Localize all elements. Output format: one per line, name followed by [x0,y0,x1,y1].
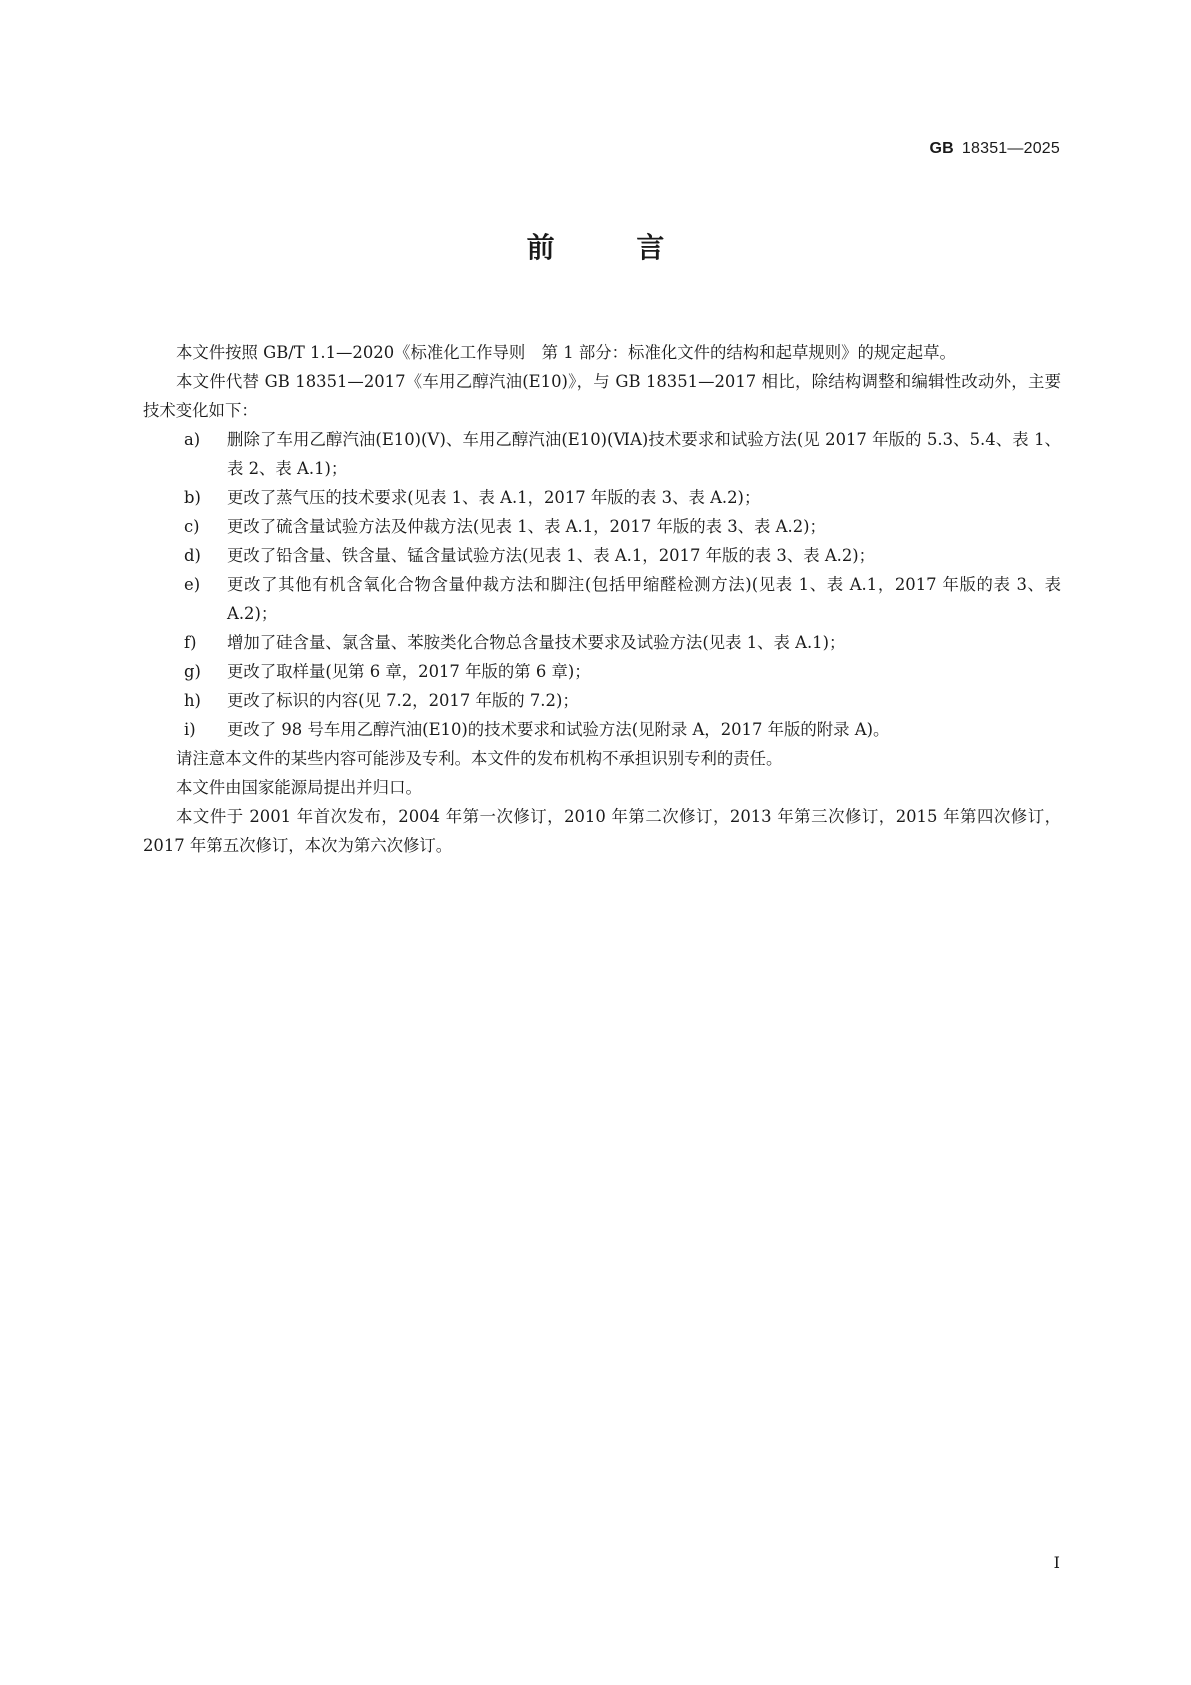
paragraph-patent-notice: 请注意本文件的某些内容可能涉及专利。本文件的发布机构不承担识别专利的责任。 [176,749,783,768]
change-item-marker: h) [184,691,201,710]
change-item-text: 更改了硫含量试验方法及仲裁方法(见表 1、表 A.1，2017 年版的表 3、表 A.2)； [227,517,826,536]
change-item-b [184,483,1061,512]
change-item-g [184,657,1061,686]
change-item-text: 更改了取样量(见第 6 章，2017 年版的第 6 章)； [227,662,591,681]
change-item-text: 增加了硅含量、氯含量、苯胺类化合物总含量技术要求及试验方法(见表 1、表 A.1)； [227,633,846,652]
change-item-marker: f) [184,633,197,652]
change-item-marker: g) [184,662,201,681]
change-item-f [184,628,1061,657]
change-item-marker: c) [184,517,200,536]
document-code-prefix: GB [929,140,954,157]
change-item-d [184,541,1061,570]
document-code [930,140,1061,158]
change-item-text: 更改了蒸气压的技术要求(见表 1、表 A.1，2017 年版的表 3、表 A.2)； [227,488,761,507]
change-item-marker: d) [184,546,201,565]
change-item-c [184,512,1061,541]
paragraph-revision-history: 本文件于 2001 年首次发布，2004 年第一次修订，2010 年第二次修订，2013 年第三次修订，2015 年第四次修订，2017 年第五次修订，本次为第六次修订。 [143,807,1061,855]
change-item-marker: i) [184,720,196,739]
change-item-marker: b) [184,488,201,507]
preface-body [143,338,1061,860]
paragraph-proposer: 本文件由国家能源局提出并归口。 [176,778,422,797]
change-item-text: 更改了铅含量、铁含量、锰含量试验方法(见表 1、表 A.1，2017 年版的表 3、表 A.2)； [227,546,876,565]
change-item-marker: a) [184,430,201,449]
change-item-h [184,686,1061,715]
change-item-text: 更改了标识的内容(见 7.2，2017 年版的 7.2)； [227,691,579,710]
change-item-marker: e) [184,575,201,594]
change-item-i [184,715,1061,744]
page-number: Ⅰ [1053,1553,1060,1572]
change-item-e [184,570,1061,628]
document-code-number: 18351—2025 [961,140,1060,157]
change-item-text: 更改了 98 号车用乙醇汽油(E10)的技术要求和试验方法(见附录 A，2017 年版的附录 A)。 [227,720,890,739]
page-title: 前 言 [526,231,701,264]
change-item-text: 更改了其他有机含氧化合物含量仲裁方法和脚注(包括甲缩醛检测方法)(见表 1、表 A.1，2017 年版的表 3、表 A.2)； [227,575,1061,623]
change-item-text: 删除了车用乙醇汽油(E10)(Ⅴ)、车用乙醇汽油(E10)(ⅥA)技术要求和试验方法(见 2017 年版的 5.3、5.4、表 1、表 2、表 A.1)； [227,430,1061,478]
change-item-a [184,425,1061,483]
paragraph-drafting-basis: 本文件按照 GB/T 1.1—2020《标准化工作导则 第 1 部分：标准化文件的结构和起草规则》的规定起草。 [176,343,956,362]
paragraph-replacement: 本文件代替 GB 18351—2017《车用乙醇汽油(E10)》，与 GB 18351—2017 相比，除结构调整和编辑性改动外，主要技术变化如下： [143,372,1061,420]
